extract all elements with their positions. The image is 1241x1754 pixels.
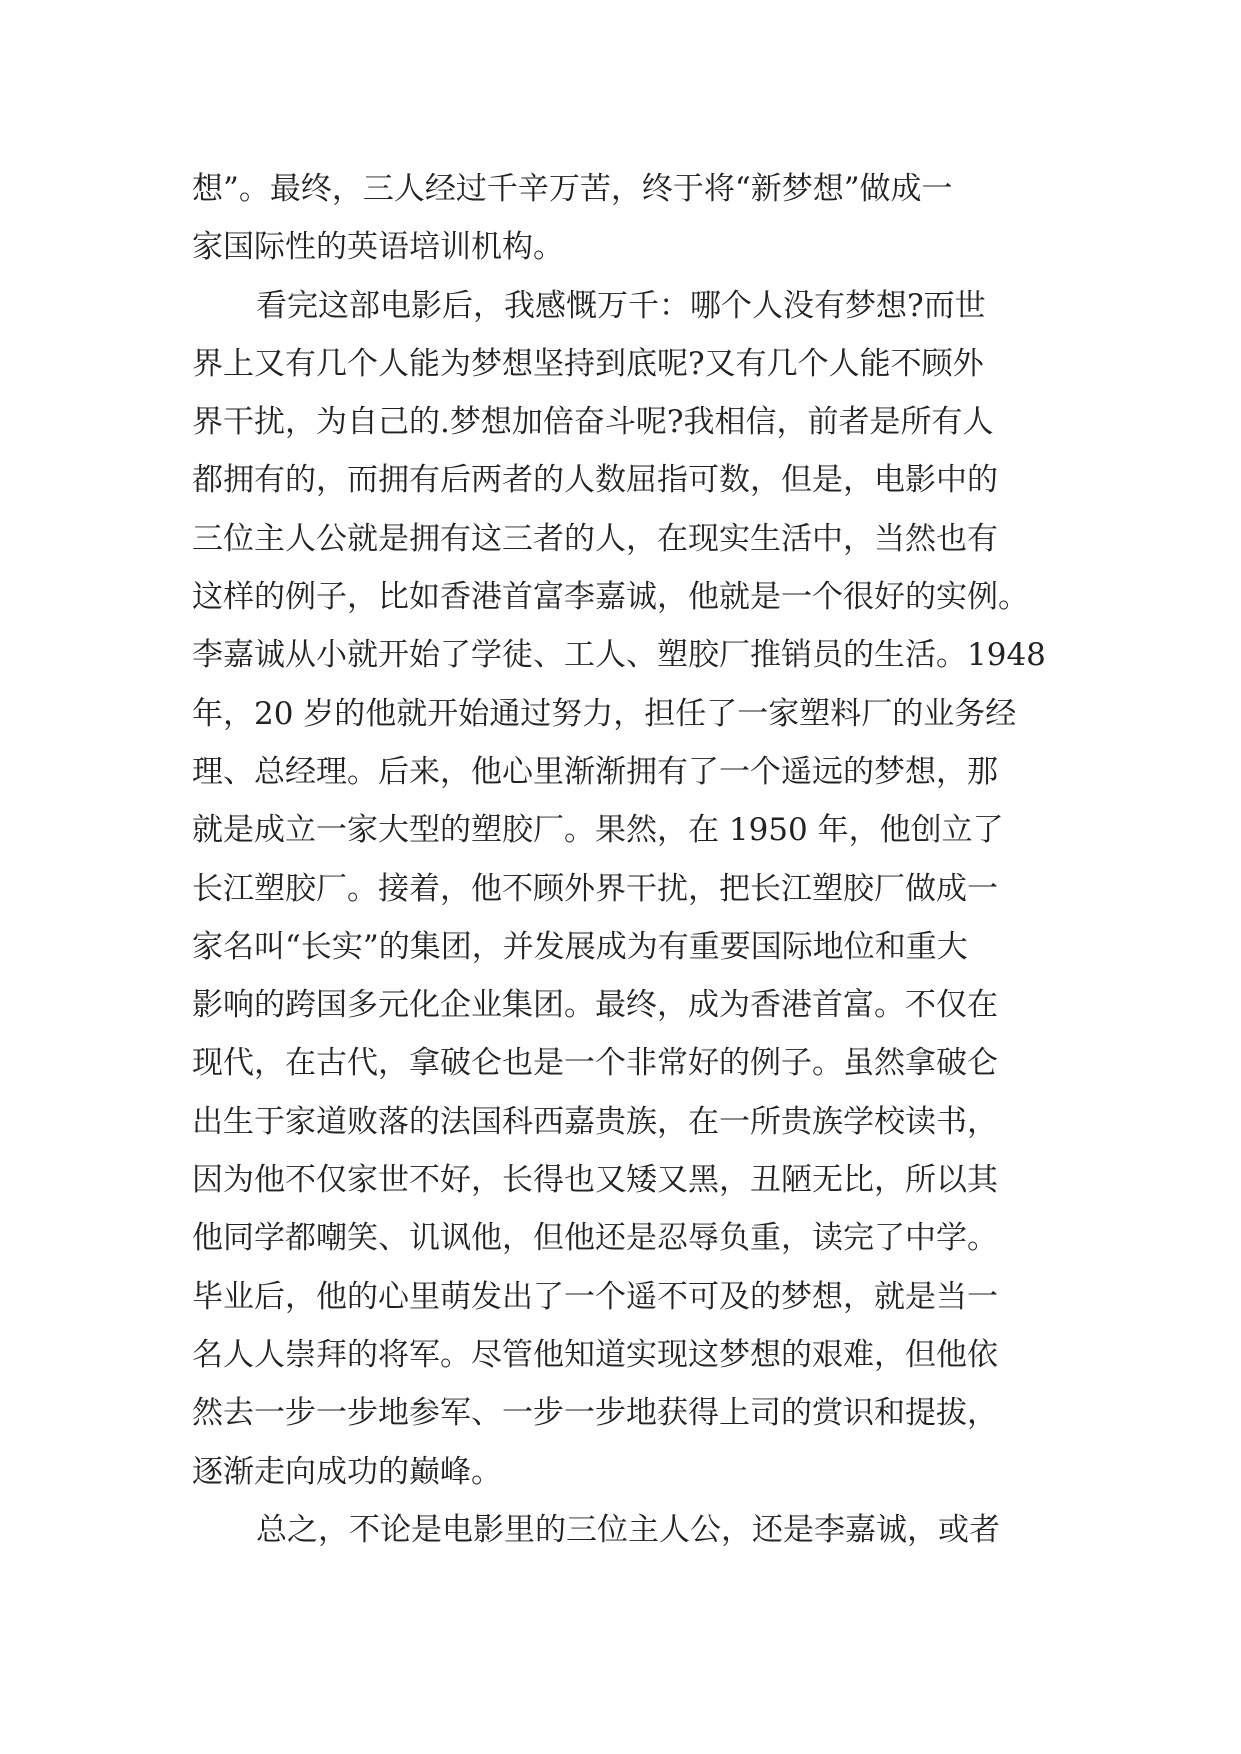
- body-text: [192, 160, 1052, 1559]
- text-line: 影响的跨国多元化企业集团。最终，成为香港首富。不仅在: [192, 987, 998, 1024]
- text-line: 因为他不仅家世不好，长得也又矮又黑，丑陋无比，所以其: [192, 1162, 998, 1199]
- paragraph-start-line: 看完这部电影后，我感慨万千：哪个人没有梦想?而世: [256, 287, 986, 324]
- text-line: 现代，在古代，拿破仑也是一个非常好的例子。虽然拿破仑: [192, 1045, 998, 1082]
- text-line: 他同学都嘲笑、讥讽他，但他还是忍辱负重，读完了中学。: [192, 1220, 998, 1257]
- text-line: 长江塑胶厂。接着，他不顾外界干扰，把长江塑胶厂做成一: [192, 870, 998, 907]
- text-line: 逐渐走向成功的巅峰。: [192, 1453, 502, 1490]
- text-line: 想”。最终，三人经过千辛万苦，终于将“新梦想”做成一: [192, 171, 953, 207]
- text-line: 都拥有的，而拥有后两者的人数屈指可数，但是，电影中的: [192, 462, 998, 499]
- paragraph-start-line: 总之，不论是电影里的三位主人公，还是李嘉诚，或者: [256, 1511, 1000, 1548]
- text-line: 毕业后，他的心里萌发出了一个遥不可及的梦想，就是当一: [192, 1278, 998, 1315]
- text-line: 这样的例子，比如香港首富李嘉诚，他就是一个很好的实例。: [192, 579, 1029, 616]
- text-line: 年，20 岁的他就开始通过努力，担任了一家塑料厂的业务经: [192, 695, 1017, 732]
- text-line: 三位主人公就是拥有这三者的人，在现实生活中，当然也有: [192, 520, 998, 557]
- text-line: 就是成立一家大型的塑胶厂。果然，在 1950 年，他创立了: [192, 812, 1004, 849]
- text-line: 理、总经理。后来，他心里渐渐拥有了一个遥远的梦想，那: [192, 753, 998, 790]
- text-line: 然去一步一步地参军、一步一步地获得上司的赏识和提拔，: [192, 1395, 998, 1432]
- text-line: 李嘉诚从小就开始了学徒、工人、塑胶厂推销员的生活。1948: [192, 637, 1046, 674]
- text-line: 出生于家道败落的法国科西嘉贵族，在一所贵族学校读书，: [192, 1103, 998, 1140]
- text-line: 界上又有几个人能为梦想坚持到底呢?又有几个人能不顾外: [192, 345, 984, 382]
- text-line: 界干扰，为自己的.梦想加倍奋斗呢?我相信，前者是所有人: [192, 404, 994, 441]
- text-line: 家名叫“长实”的集团，并发展成为有重要国际地位和重大: [192, 928, 968, 965]
- text-line: 名人人崇拜的将军。尽管他知道实现这梦想的艰难，但他依: [192, 1336, 998, 1373]
- text-line: 家国际性的英语培训机构。: [192, 229, 564, 266]
